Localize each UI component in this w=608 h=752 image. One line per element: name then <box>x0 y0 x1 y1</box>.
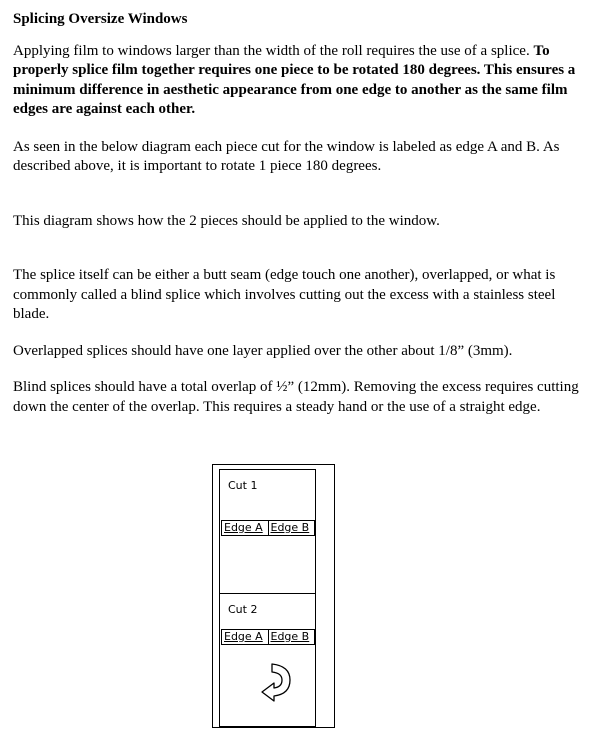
paragraph-intro <box>13 42 595 120</box>
cut-1-edge-a: Edge A <box>224 521 263 534</box>
cut-1-label: Cut 1 <box>228 479 258 492</box>
cut-1-panel <box>219 469 316 594</box>
paragraph-overlapped-splices: Overlapped splices should have one layer applied over the other about 1/8” (3mm). <box>13 342 513 359</box>
splice-diagram <box>212 464 335 728</box>
document-title: Splicing Oversize Windows <box>13 11 188 27</box>
cut-2-panel <box>219 593 316 727</box>
intro-bold-text: To properly splice film together requires one piece to be rotated 180 degrees. This ensures a minimum difference in aesthetic appearance from one edge to another as the same film edges are against each other. <box>13 42 576 117</box>
cut-2-edges <box>221 629 315 645</box>
paragraph-diagram-usage: This diagram shows how the 2 pieces should be applied to the window. <box>13 212 440 229</box>
paragraph-blind-splices: Blind splices should have a total overlap of ½” (12mm). Removing the excess requires cutting down the center of the overlap. This requires a steady hand or the use of a straight edge. <box>13 379 579 415</box>
paragraph-diagram-description: As seen in the below diagram each piece cut for the window is labeled as edge A and B. As described above, it is important to rotate 1 piece 180 degrees. <box>13 138 560 174</box>
cut-1-edges <box>221 520 315 536</box>
rotate-arrow-icon <box>260 660 296 702</box>
cut-2-edge-a: Edge A <box>224 630 263 643</box>
cut-2-edge-b: Edge B <box>268 630 315 644</box>
cut-1-edge-b: Edge B <box>268 521 315 535</box>
intro-text: Applying film to windows larger than the width of the roll requires the use of a splice. <box>13 42 534 59</box>
paragraph-splice-types: The splice itself can be either a butt seam (edge touch one another), overlapped, or what is commonly called a blind splice which involves cutting out the excess with a stainless steel blade. <box>13 267 556 322</box>
document-body <box>13 10 595 417</box>
cut-2-label: Cut 2 <box>228 603 258 616</box>
